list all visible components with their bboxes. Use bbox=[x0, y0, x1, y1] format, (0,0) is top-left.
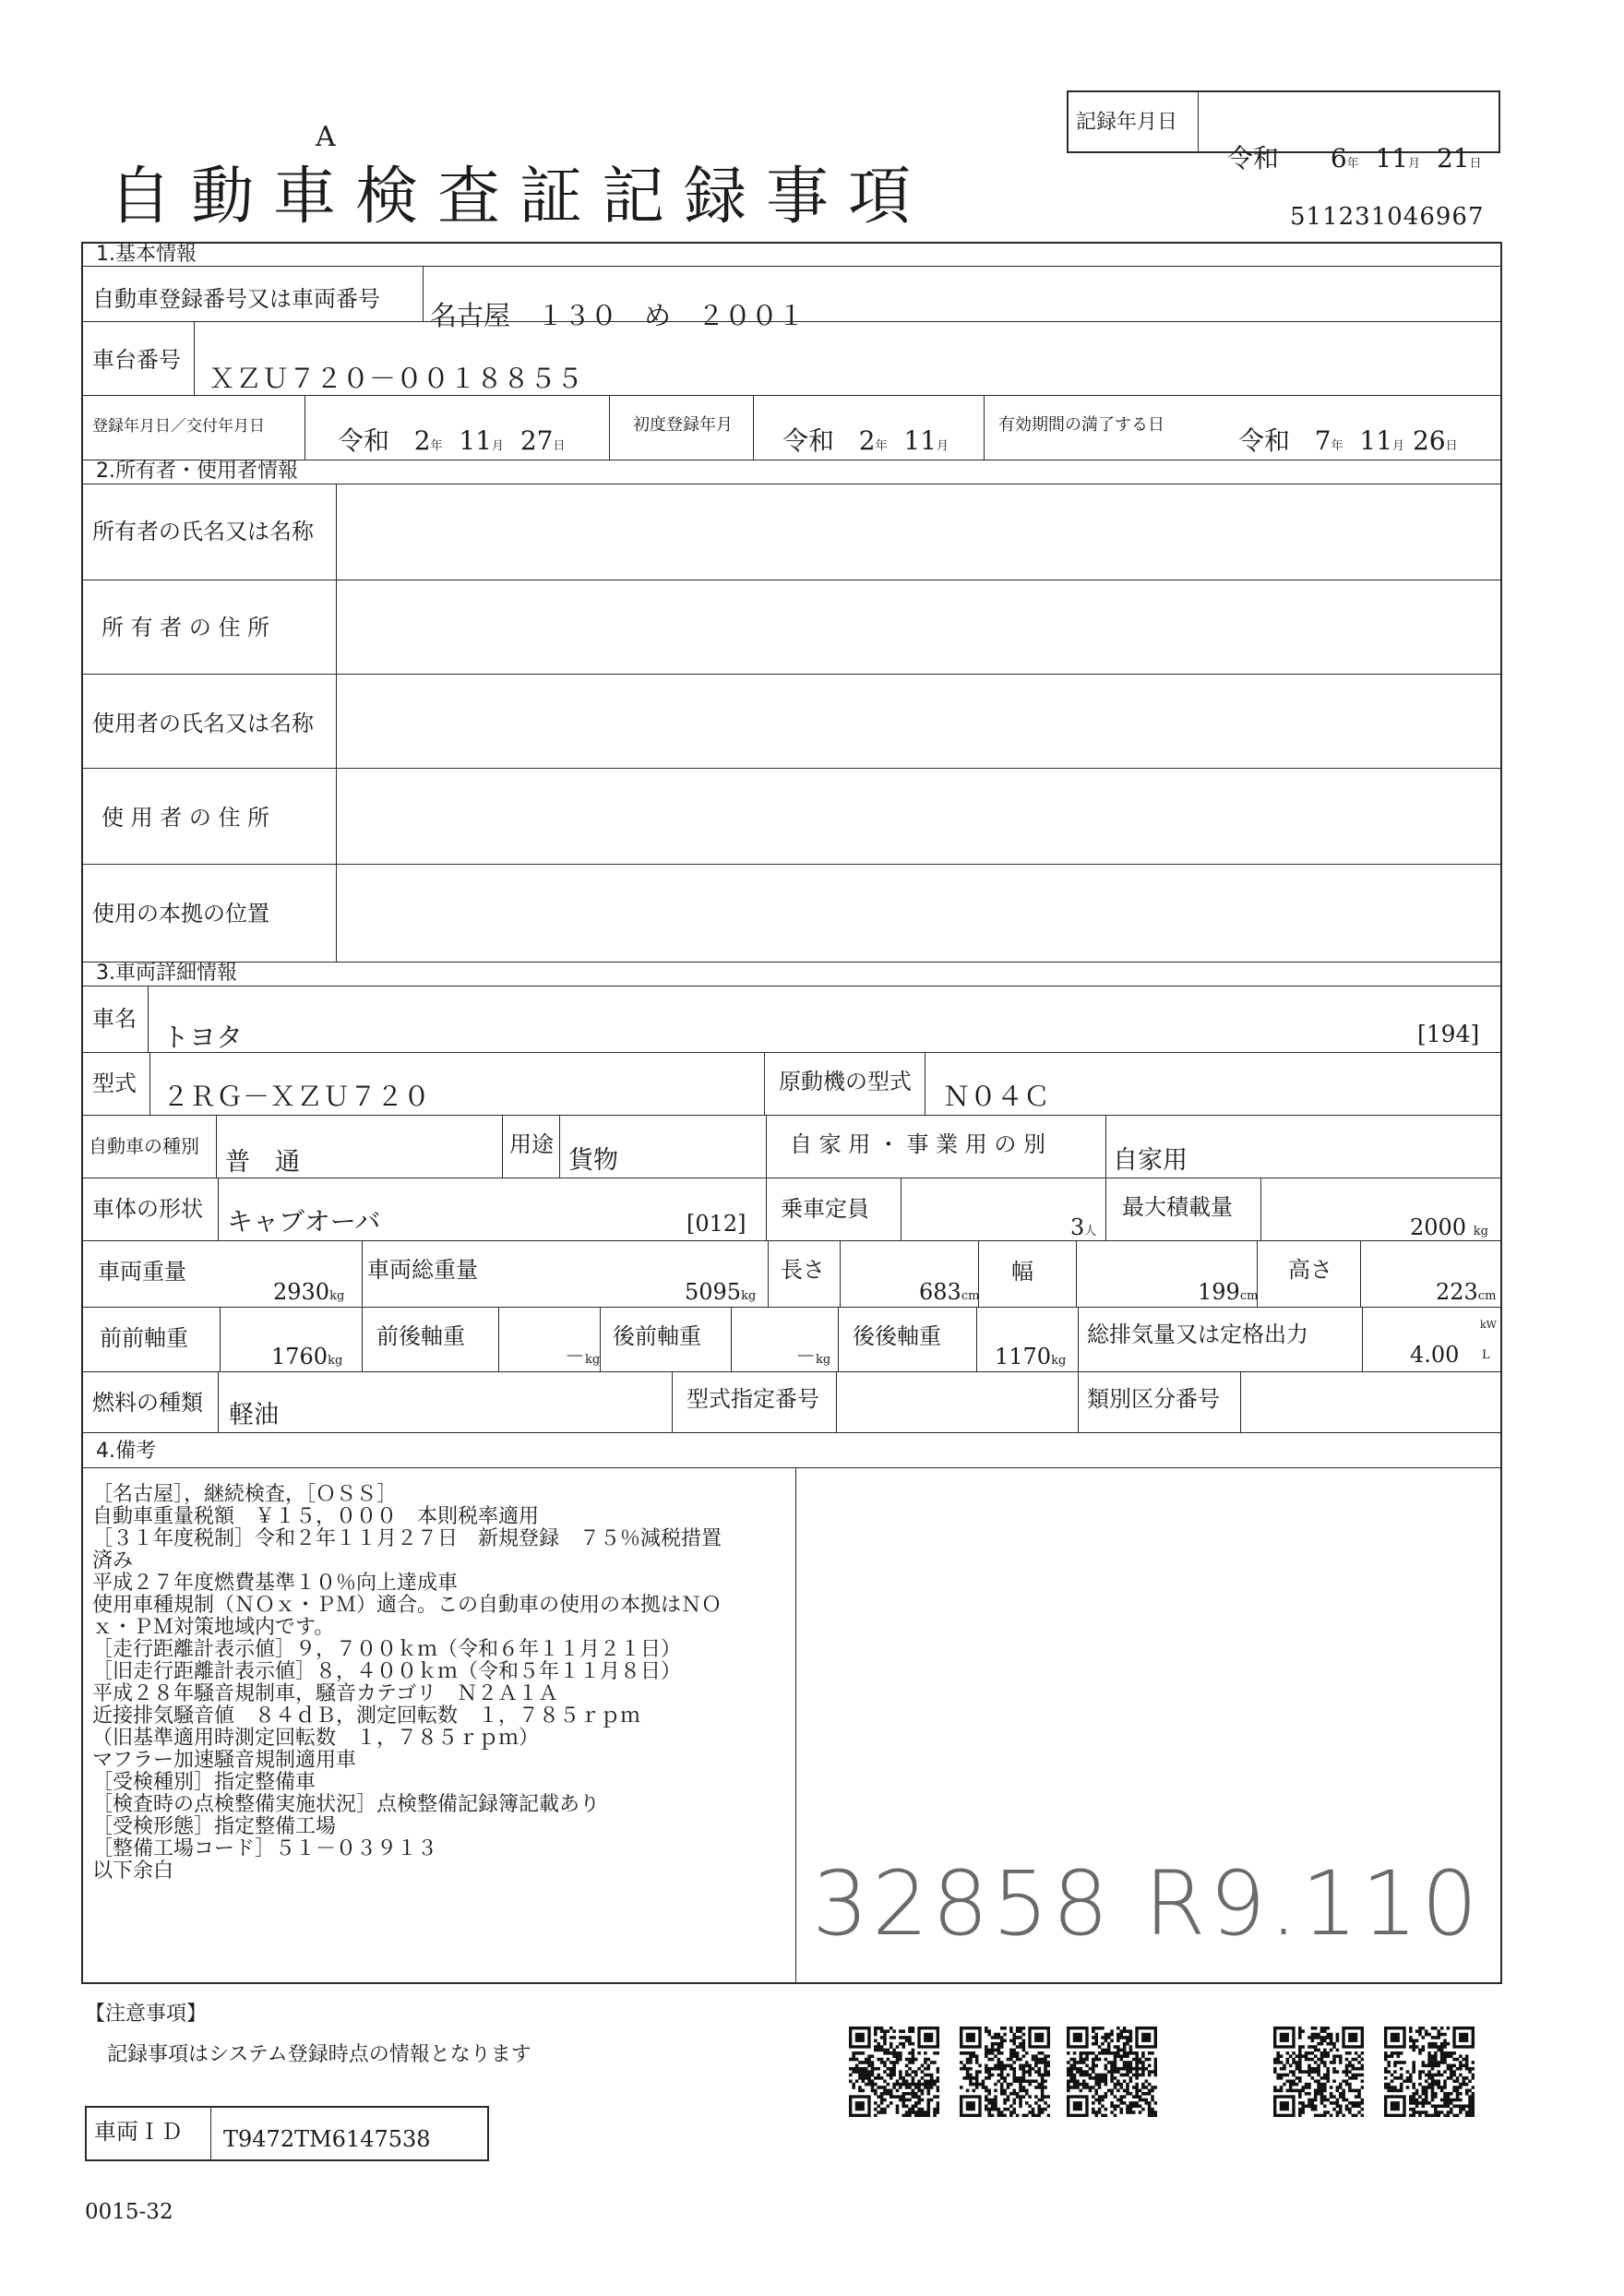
remark-line: 平成２８年騒音規制車，騒音カテゴリ Ｎ２Ａ１Ａ bbox=[92, 1682, 559, 1705]
front-rear-axle-value: －kg bbox=[565, 1345, 601, 1369]
qr-code-4 bbox=[1273, 2027, 1364, 2117]
fuel-type-label: 燃料の種類 bbox=[92, 1390, 203, 1416]
remark-line: 使用車種規制（ＮＯｘ・ＰＭ）適合。この自動車の使用の本拠はＮＯ bbox=[92, 1594, 722, 1617]
remark-line: 自動車重量税額 ￥１５，０００ 本則税率適用 bbox=[92, 1505, 540, 1528]
body-shape-label: 車体の形状 bbox=[92, 1196, 203, 1222]
user-name-label: 使用者の氏名又は名称 bbox=[92, 711, 314, 736]
vehicle-kind-value: 普 通 bbox=[225, 1148, 300, 1177]
remark-line: 済み bbox=[92, 1549, 134, 1573]
remark-line: ｘ・ＰＭ対策地域内です。 bbox=[92, 1616, 335, 1639]
remark-line: 平成２７年度燃費基準１０％向上達成車 bbox=[92, 1572, 459, 1595]
notes-heading: 【注意事項】 bbox=[85, 2003, 208, 2026]
model-label: 型式 bbox=[92, 1070, 137, 1096]
vehicle-weight-label: 車両重量 bbox=[98, 1259, 186, 1285]
rear-rear-axle-label: 後後軸重 bbox=[853, 1323, 941, 1349]
height-value: 223cm bbox=[1436, 1279, 1497, 1305]
registration-date-label: 登録年月日／交付年月日 bbox=[92, 417, 265, 436]
remark-line: ［３１年度税制］令和２年１１月２７日 新規登録 ７５％減税措置 bbox=[92, 1527, 722, 1550]
expiry-date-value: 令和 7年 11月 26日 bbox=[1238, 425, 1458, 456]
body-shape-value: キャブオーバ bbox=[227, 1206, 381, 1237]
front-rear-axle-label: 前後軸重 bbox=[376, 1323, 465, 1349]
remark-line: ［名古屋］，継続検査，［ＯＳＳ］ bbox=[92, 1483, 398, 1506]
displacement-unit-l: L bbox=[1482, 1348, 1490, 1362]
section-2-heading: 2.所有者・使用者情報 bbox=[96, 460, 298, 483]
expiry-date-label: 有効期間の満了する日 bbox=[998, 415, 1164, 435]
record-date-value: 令和 6年 11月 21日 bbox=[1226, 143, 1482, 173]
model-value: ２ＲＧ－ＸＺＵ７２０ bbox=[162, 1081, 431, 1112]
vehicle-weight-value: 2930kg bbox=[273, 1279, 345, 1305]
front-front-axle-value: 1760kg bbox=[271, 1344, 343, 1369]
engine-model-value: Ｎ０４Ｃ bbox=[943, 1081, 1051, 1112]
use-value: 貨物 bbox=[568, 1146, 618, 1175]
height-label: 高さ bbox=[1288, 1257, 1332, 1283]
car-name-value: トヨタ bbox=[162, 1022, 244, 1053]
remark-line: 以下余白 bbox=[92, 1860, 174, 1883]
form-mark: A bbox=[316, 121, 336, 153]
engine-model-label: 原動機の型式 bbox=[779, 1069, 912, 1094]
car-name-label: 車名 bbox=[92, 1006, 137, 1032]
body-shape-code: [012] bbox=[687, 1211, 746, 1237]
capacity-value: 3人 bbox=[1070, 1214, 1097, 1240]
length-label: 長さ bbox=[781, 1257, 825, 1283]
owner-name-label: 所有者の氏名又は名称 bbox=[92, 519, 314, 544]
qr-code-2 bbox=[960, 2027, 1050, 2117]
rear-rear-axle-value: 1170kg bbox=[995, 1344, 1067, 1369]
type-approval-label: 型式指定番号 bbox=[687, 1386, 819, 1412]
rear-front-axle-label: 後前軸重 bbox=[613, 1323, 701, 1349]
max-load-label: 最大積載量 bbox=[1122, 1194, 1233, 1220]
car-name-code: [194] bbox=[1417, 1021, 1480, 1047]
first-registration-label: 初度登録年月 bbox=[633, 415, 733, 435]
vehicle-id-label: 車両ＩＤ bbox=[94, 2119, 183, 2145]
record-date-label: 記録年月日 bbox=[1076, 111, 1178, 134]
front-front-axle-label: 前前軸重 bbox=[100, 1325, 188, 1351]
width-value: 199cm bbox=[1198, 1279, 1259, 1305]
remark-line: ［検査時の点検整備実施状況］点検整備記録簿記載あり bbox=[92, 1793, 601, 1816]
length-value: 683cm bbox=[919, 1279, 980, 1305]
private-business-value: 自家用 bbox=[1113, 1146, 1188, 1175]
remarks-list bbox=[92, 1484, 794, 1883]
vehicle-id-value: T9472TM6147538 bbox=[223, 2126, 431, 2152]
gross-weight-value: 5095kg bbox=[685, 1279, 757, 1305]
user-address-label: 使 用 者 の 住 所 bbox=[102, 805, 270, 831]
qr-code-5 bbox=[1384, 2027, 1475, 2117]
remark-line: ［走行距離計表示値］９，７００ｋｍ（令和６年１１月２１日） bbox=[92, 1638, 682, 1661]
chassis-number-label: 車台番号 bbox=[92, 347, 181, 373]
remark-line: （旧基準適用時測定回転数 １，７８５ｒｐｍ） bbox=[92, 1727, 540, 1750]
notes-text: 記録事項はシステム登録時点の情報となります bbox=[107, 2043, 531, 2066]
base-location-label: 使用の本拠の位置 bbox=[92, 901, 269, 927]
use-label: 用途 bbox=[509, 1131, 554, 1157]
fuel-type-value: 軽油 bbox=[229, 1401, 279, 1429]
class-number-label: 類別区分番号 bbox=[1087, 1386, 1220, 1412]
remark-line: 近接排気騒音値 ８４ｄＢ，測定回転数 １，７８５ｒｐｍ bbox=[92, 1704, 641, 1728]
reg-number-value: 名古屋 １３０ め ２００１ bbox=[430, 300, 806, 331]
displacement-value: 4.00 bbox=[1410, 1342, 1460, 1368]
section-3-heading: 3.車両詳細情報 bbox=[96, 962, 237, 985]
width-label: 幅 bbox=[1011, 1259, 1033, 1285]
remark-line: ［受検種別］指定整備車 bbox=[92, 1771, 316, 1794]
handwritten-note: 32858 R9.110 bbox=[812, 1852, 1482, 1955]
qr-code-3 bbox=[1067, 2027, 1157, 2117]
displacement-label: 総排気量又は定格出力 bbox=[1087, 1321, 1308, 1347]
private-business-label: 自 家 用 ・ 事 業 用 の 別 bbox=[790, 1131, 1046, 1157]
section-4-heading: 4.備考 bbox=[96, 1440, 156, 1463]
first-registration-value: 令和 2年 11月 bbox=[782, 425, 949, 456]
reg-number-label: 自動車登録番号又は車両番号 bbox=[92, 286, 380, 312]
owner-address-label: 所 有 者 の 住 所 bbox=[102, 615, 270, 640]
document-title: 自動車検査証記録事項 bbox=[109, 161, 931, 233]
remark-line: マフラー加速騒音規制適用車 bbox=[92, 1749, 357, 1772]
registration-date-value: 令和 2年 11月 27日 bbox=[338, 425, 566, 456]
rear-front-axle-value: －kg bbox=[795, 1345, 831, 1369]
vehicle-kind-label: 自動車の種別 bbox=[89, 1135, 199, 1157]
max-load-value: 2000 kg bbox=[1410, 1214, 1488, 1240]
capacity-label: 乗車定員 bbox=[781, 1196, 869, 1222]
footer-code: 0015-32 bbox=[85, 2200, 173, 2224]
qr-code-1 bbox=[849, 2027, 939, 2117]
remark-line: ［整備工場コード］５１－０３９１３ bbox=[92, 1837, 438, 1860]
document-number: 511231046967 bbox=[1290, 203, 1485, 231]
remark-line: ［受検形態］指定整備工場 bbox=[92, 1815, 337, 1838]
remark-line: ［旧走行距離計表示値］８，４００ｋｍ（令和５年１１月８日） bbox=[92, 1660, 682, 1683]
chassis-number-value: ＸＺＵ７２０－００１８８５５ bbox=[209, 363, 584, 394]
displacement-unit-kw: kW bbox=[1480, 1319, 1497, 1331]
gross-weight-label: 車両総重量 bbox=[367, 1257, 478, 1283]
section-1-heading: 1.基本情報 bbox=[96, 243, 197, 266]
